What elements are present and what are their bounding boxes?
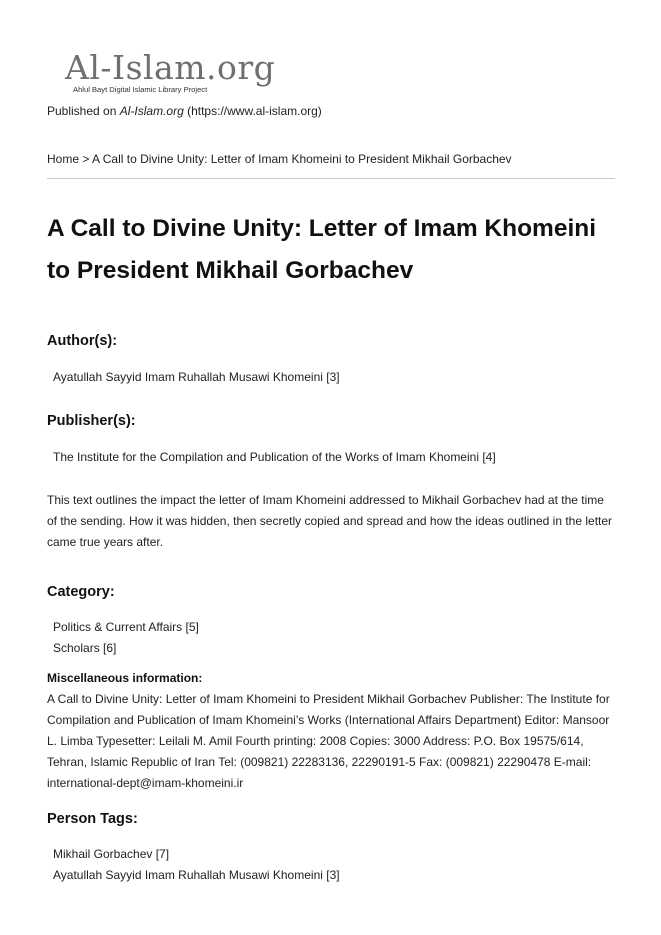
category-link-politics[interactable]: Politics & Current Affairs [5] xyxy=(53,620,199,634)
breadcrumb-separator: > xyxy=(82,152,90,166)
description-text: This text outlines the impact the letter of Imam Khomeini addressed to Mikhail Gorbachev had at the time of the sending. How it was hidden, then secretly copied and spread and how the ideas outlined in the letter came true years after. xyxy=(47,493,613,549)
category-heading: Category: xyxy=(47,584,115,600)
person-tag-link-khomeini[interactable]: Ayatullah Sayyid Imam Ruhallah Musawi Khomeini [3] xyxy=(53,868,340,882)
misc-heading: Miscellaneous information: xyxy=(47,671,203,685)
header-divider xyxy=(47,178,615,179)
breadcrumb-current: A Call to Divine Unity: Letter of Imam Khomeini to President Mikhail Gorbachev xyxy=(92,152,512,166)
published-site-link[interactable]: Al-Islam.org xyxy=(119,104,184,118)
published-line xyxy=(47,104,322,118)
logo-tagline: Ahlul Bayt Digital Islamic Library Project xyxy=(73,85,208,94)
breadcrumb-home-link[interactable]: Home xyxy=(47,152,80,166)
author-link[interactable]: Ayatullah Sayyid Imam Ruhallah Musawi Khomeini [3] xyxy=(53,370,340,384)
authors-heading: Author(s): xyxy=(47,333,118,349)
site-logo[interactable] xyxy=(65,48,276,96)
misc-text: A Call to Divine Unity: Letter of Imam Khomeini to President Mikhail Gorbachev Publisher: The Institute for Compilation and Publication of Imam Khomeini’s Works (International Affairs Department) Editor: Mansoor L. Limba Typesetter: Leilali M. Amil Fourth printing: 2008 Copies: 3000 Address: P.O. Box 19575/614, Tehran, Islamic Republic of Iran Tel: (009821) 22283136, 22290191-5 Fax: (009821) 22290478 E-mail: international-dept@imam-khomeini.ir xyxy=(47,692,610,790)
published-url: (https://www.al-islam.org) xyxy=(187,104,322,118)
breadcrumb xyxy=(47,152,512,166)
logo-wordmark: Al-Islam.org xyxy=(65,48,276,87)
publishers-heading: Publisher(s): xyxy=(47,413,136,429)
published-prefix: Published on xyxy=(47,104,117,118)
person-tags-heading: Person Tags: xyxy=(47,811,138,827)
person-tag-link-gorbachev[interactable]: Mikhail Gorbachev [7] xyxy=(53,847,170,861)
page-title: A Call to Divine Unity: Letter of Imam Khomeini to President Mikhail Gorbachev xyxy=(47,215,597,284)
category-link-scholars[interactable]: Scholars [6] xyxy=(53,641,117,655)
publisher-link[interactable]: The Institute for the Compilation and Publication of the Works of Imam Khomeini [4] xyxy=(53,450,496,464)
